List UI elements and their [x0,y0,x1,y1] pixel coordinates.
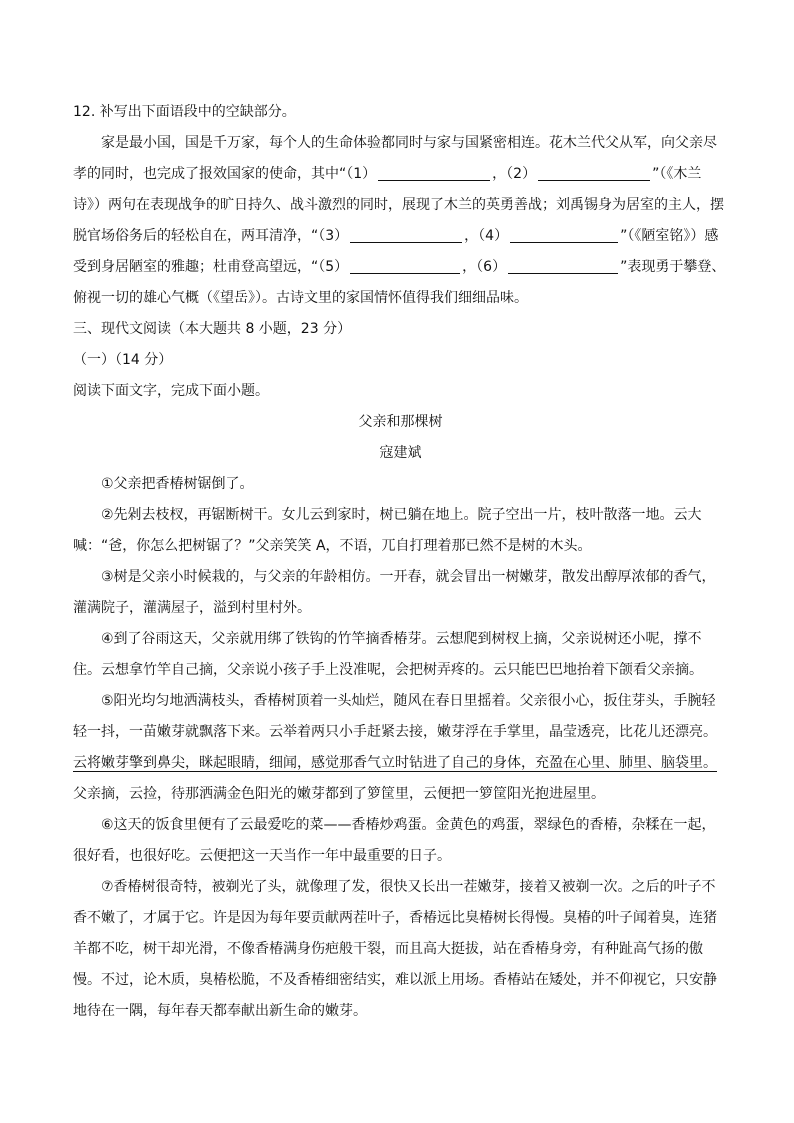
document-content [73,97,728,1027]
article-paragraph-4: ④到了谷雨这天，父亲就用绑了铁钩的竹竿摘香椿芽。云想爬到树杈上摘，父亲说树还小呢，撑不住。云想拿竹竿自己摘，父亲说小孩子手上没准呢，会把树弄疼的。云只能巴巴地抬着下颌看父亲摘。 [73,631,703,678]
section-heading: 三、现代文阅读（本大题共 8 小题，23 分） [73,321,352,337]
section-part-label: （一）（14 分） [73,352,173,368]
article-paragraph-6: ⑥这天的饭食里便有了云最爱吃的菜——香椿炒鸡蛋。金黄色的鸡蛋，翠绿色的香椿，杂糅在一起，很好看，也很好吃。云便把这一天当作一年中最重要的日子。 [73,817,716,864]
passage-text-4: ，（4） [464,228,509,244]
paragraph-5-part-c: 父亲摘，云捡，待那洒满金色阳光的嫩芽都到了箩筐里，云便把一箩筐阳光抱进屋里。 [73,786,605,802]
passage-text-1: 家是最小国，国是千万家，每个人的生命体验都同时与家与国紧密相连。花木兰代父从军，向父亲尽孝的同时，也完成了报效国家的使命，其中“（1） [73,135,717,182]
answer-blank-4 [510,224,618,243]
article-paragraph-3: ③树是父亲小时候栽的，与父亲的年龄相仿。一开春，就会冒出一树嫩芽，散发出醇厚浓郁的香气，灌满院子，灌满屋子，溢到村里村外。 [73,569,716,616]
answer-blank-3 [350,224,462,243]
question-12-passage [73,128,728,314]
answer-blank-5 [350,255,460,274]
article-paragraph-1: ①父亲把香椿树锯倒了。 [101,476,254,492]
article-author: 寇建斌 [379,445,422,461]
passage-text-6: ，（6） [462,259,507,275]
answer-blank-2 [538,162,650,181]
passage-text-3: ”（《木兰诗》）两句在表现战争的旷日持久、战斗激烈的同时，展现了木兰的英勇善战；刘禹锡身为居室的主人，摆脱官场俗务后的轻松自在，两耳清净，“（3） [73,166,724,244]
question-12-title: 12. 补写出下面语段中的空缺部分。 [73,104,296,120]
answer-blank-6 [508,255,618,274]
article-paragraph-2: ②先剁去枝杈，再锯断树干。女儿云到家时，树已躺在地上。院子空出一片，枝叶散落一地。云大喊：“爸，你怎么把树锯了？”父亲笑笑 A，不语，兀自打理着那已然不是树的木头。 [73,507,702,554]
passage-text-7: ”表现勇于攀登、俯视一切的雄心气概（《望岳》）。古诗文里的家国情怀值得我们细细品味。 [73,259,726,306]
article-paragraph-5 [73,686,728,810]
passage-text-5: ”（《陋室铭》）感受到身居陋室的雅趣；杜甫登高望远，“（5） [73,228,719,275]
underlined-sentence: 云将嫩芽擎到鼻尖，眯起眼睛，细闻，感觉那香气立时钻进了自己的身体，充盈在心里、肺里、脑袋里。 [73,755,717,771]
answer-blank-1 [378,162,490,181]
article-paragraph-7: ⑦香椿树很奇特，被剃光了头，就像理了发，很快又长出一茬嫩芽，接着又被剃一次。之后的叶子不香不嫩了，才属于它。许是因为每年要贡献两茬叶子，香椿远比臭椿树长得慢。臭椿的叶子闻着臭，连猪羊都不吃，树干却光滑，不像香椿满身伤疤般干裂，而且高大挺拔，站在香椿身旁，有种趾高气扬的傲慢。不过，论木质，臭椿松脆，不及香椿细密结实，难以派上用场。香椿站在矮处，并不仰视它，只安静地待在一隅，每年春天都奉献出新生命的嫩芽。 [73,879,717,1019]
reading-instruction: 阅读下面文字，完成下面小题。 [73,383,269,399]
article-title: 父亲和那棵树 [358,414,443,430]
passage-text-2: ，（2） [492,166,537,182]
paragraph-5-part-a: ⑤阳光均匀地洒满枝头，香椿树顶着一头灿烂，随风在春日里摇着。父亲很小心，扳住芽头，手腕轻轻一抖，一苗嫩芽就飘落下来。云举着两只小手赶紧去接，嫩芽浮在手掌里，晶莹透亮，比花儿还漂亮。 [73,693,717,740]
